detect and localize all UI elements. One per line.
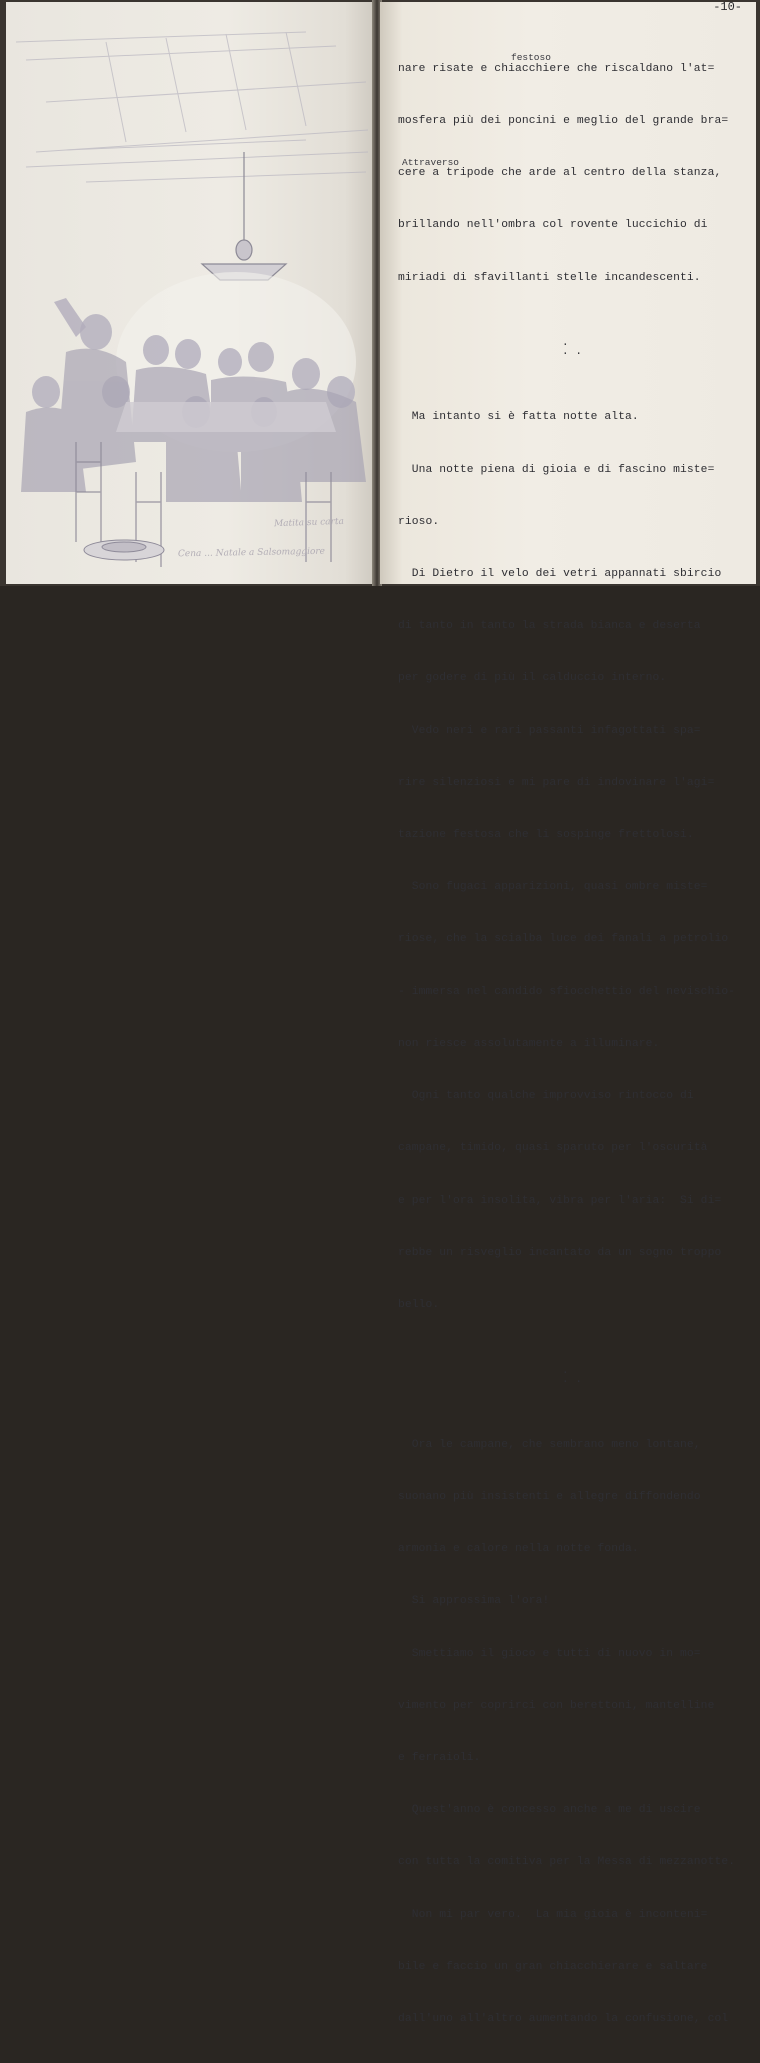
text-line: mosfera più dei poncini e meglio del grande bra= bbox=[398, 115, 729, 128]
text-line: riose, che la scialba luce dei fanali a petrolio bbox=[398, 933, 729, 946]
text-line: tazione festosa che li sospinge frettolosi. bbox=[398, 829, 694, 842]
text-line: Ora le campane, che sembrano meno lontane, bbox=[398, 1438, 701, 1451]
text-line: dall'uno all'altro aumentando la confusione, col bbox=[398, 2012, 729, 2025]
text-line: miriadi di sfavillanti stelle incandescenti. bbox=[398, 271, 701, 284]
text-line: Ma intanto si è fatta notte alta. bbox=[398, 411, 639, 424]
text-line: brillando nell'ombra col rovente luccichio di bbox=[398, 219, 708, 232]
text-line: armonia e calore nella notte fonda. bbox=[398, 1543, 639, 1556]
text-line: campane, timido, quasi sparuto per l'oscurità bbox=[398, 1142, 708, 1155]
page-number: -10- bbox=[713, 0, 742, 14]
text-line: Non mi par vero. La mia gioia è inconteni= bbox=[398, 1908, 708, 1921]
text-line: per godere di più il calduccio interno. bbox=[398, 672, 667, 685]
text-line: - immersa nel candido sfiocchettio del nevischio- bbox=[398, 985, 736, 998]
text-line: Sono fugaci apparizioni, quasi ombre miste= bbox=[398, 881, 708, 894]
text-line: Di Dietro il velo dei vetri appannati sbircio bbox=[398, 568, 722, 581]
text-line: vimento per coprirci con berettoni, mantelline bbox=[398, 1699, 715, 1712]
right-page-typescript bbox=[380, 0, 756, 2025]
text-line: Smettiamo il gioco e tutti di nuovo in mo= bbox=[398, 1647, 701, 1660]
text-line: cere a tripode che arde al centro della stanza, bbox=[398, 167, 722, 180]
typed-insert-attraverso: Attraverso bbox=[402, 157, 460, 168]
handwritten-insert-festoso: festoso bbox=[511, 52, 551, 63]
text-line: e ferraioli. bbox=[398, 1751, 481, 1764]
pencil-sketch-christmas-dinner bbox=[6, 2, 374, 584]
text-line: bello. bbox=[398, 1298, 440, 1311]
text-line: bile e faccio un gran chiacchierare e saltare bbox=[398, 1960, 708, 1973]
text-line: con tutta la comitiva per la Messa di mezzanotte. bbox=[398, 1856, 736, 1869]
text-line: nare risate e chiacchiere che riscaldano l'at= bbox=[398, 62, 715, 75]
text-line: rebbe un risveglio incantato da un sogno troppo bbox=[398, 1246, 722, 1259]
section-divider-dots: . . . bbox=[562, 1364, 583, 1386]
text-line: Quest'anno è concesso anche a me di uscire bbox=[398, 1804, 701, 1817]
pencil-annotation-medium: Matita su carta bbox=[273, 516, 345, 530]
text-line: Vedo neri e rari passanti infagottati spa= bbox=[398, 724, 701, 737]
text-line: Una notte piena di gioia e di fascino miste= bbox=[398, 463, 715, 476]
text-line: rioso. bbox=[398, 515, 440, 528]
text-line: Ogni tanto qualche improvviso rintocco di bbox=[398, 1090, 694, 1103]
text-line: suonano più insistenti e allegre diffondendo bbox=[398, 1490, 701, 1503]
text-line: non riesce assolutamente a illuminare. bbox=[398, 1037, 660, 1050]
text-line: e per l'ora insolita, vibra per l'aria: Si di= bbox=[398, 1194, 722, 1207]
text-line: rire silenziosi e mi pare di indovinare l'agi= bbox=[398, 776, 715, 789]
text-line: di tanto in tanto la strada bianca e deserta bbox=[398, 620, 701, 633]
typescript-body bbox=[398, 26, 750, 2063]
left-page-illustration bbox=[6, 2, 374, 584]
pencil-annotation-caption: Cena ... Natale a Salsomaggiore bbox=[177, 546, 326, 560]
section-divider-dots: . . . bbox=[562, 337, 583, 359]
text-line: Si approssima l'ora! bbox=[398, 1595, 550, 1608]
